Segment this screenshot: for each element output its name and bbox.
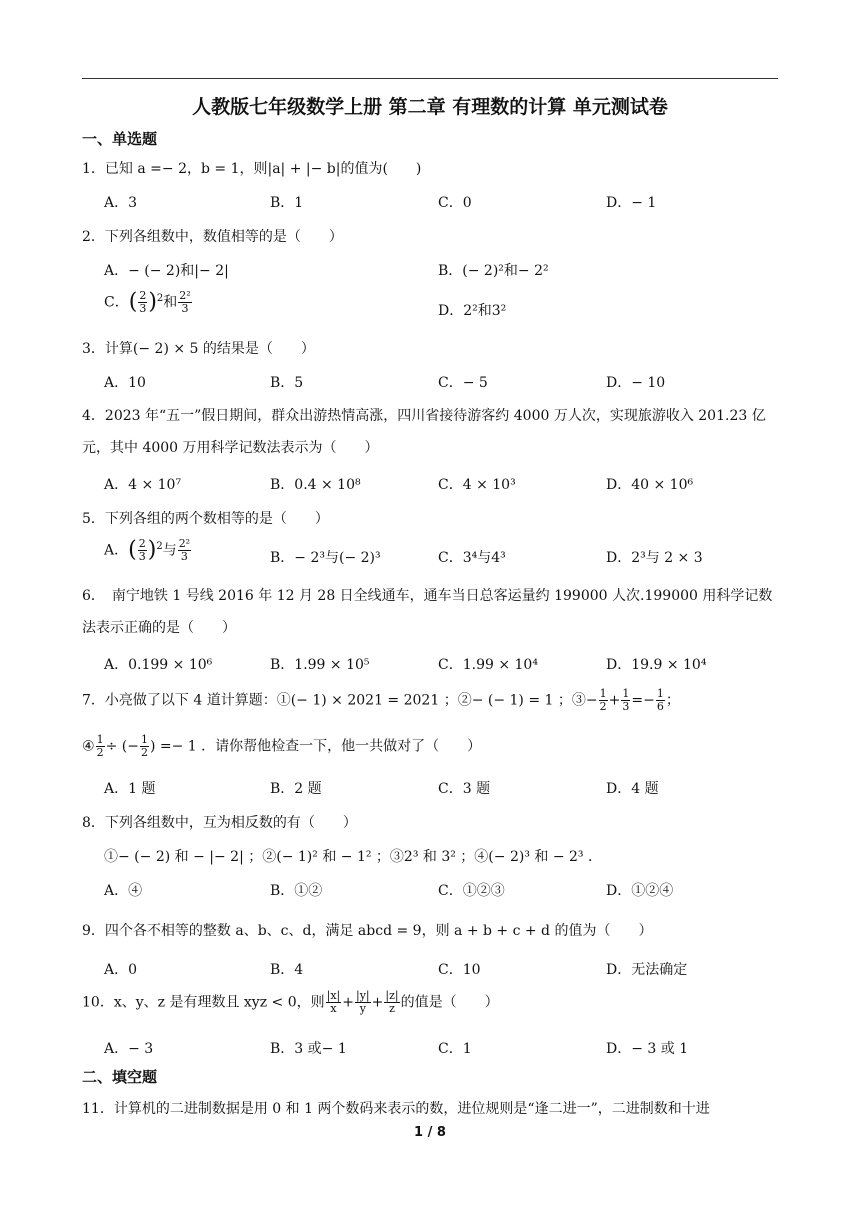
page-title: 人教版七年级数学上册 第二章 有理数的计算 单元测试卷 [192,96,668,118]
q6-option-d: D．19.9 × 10⁴ [606,657,707,673]
fraction [384,990,399,1015]
paren-open: ( [128,537,137,563]
q10-stem-text: 10．x、y、z 是有理数且 xyz < 0，则 [82,994,325,1011]
q8-sub-items: ①− (− 2) 和 − |− 2| ；②(− 1)² 和 − 1² ；③2³ 和 3² ；④(− 2)³ 和 − 2³ ． [104,849,602,865]
q2-option-c: C．( $\frac{2}{3}$ )$^2$和 $\frac{\text{2²}}{3}$ [104,289,191,315]
denominator: 2 [599,700,607,713]
page-number: 1 / 8 [414,1125,446,1140]
question-7-stem-line2 [82,734,481,759]
denominator: z [389,1002,395,1015]
q6-option-b: B．1.99 × 10⁵ [270,657,370,673]
paren-close: ) [148,289,157,315]
divide-expression: ÷ (− [105,738,139,755]
fraction [621,688,630,713]
section-single-choice: 一、单选题 [82,130,158,148]
fraction [140,734,149,759]
q3-option-a: A．10 [104,375,146,391]
numerator: 1 [622,687,630,700]
q8-option-d: D．①②④ [606,883,674,899]
numerator: 2² [179,289,191,302]
fraction [138,538,147,563]
denominator: 3 [139,302,147,315]
q9-option-b: B．4 [270,962,304,978]
q7-option-b: B．2 题 [270,781,322,797]
q7-stem-end: ； [665,692,680,709]
numerator: 2 [139,289,147,302]
q4-option-d: D．40 × 10⁶ [606,477,694,493]
question-3-stem: 3．计算(− 2) × 5 的结果是（ ） [82,341,315,357]
q7-option-a: A．1 题 [104,781,156,797]
q5-option-c: C．3⁴与4³ [438,550,506,566]
denominator: 3 [181,302,189,315]
q10-option-c: C．1 [438,1041,472,1057]
q10-option-d: D．− 3 或 1 [606,1041,689,1057]
plus-sign: + [371,994,384,1011]
question-2-stem: 2．下列各组数中，数值相等的是（ ） [82,229,343,245]
q4-option-a: A．4 × 10⁷ [104,477,182,493]
numerator: 2² [178,537,191,550]
q1-option-a: A．3 [104,195,138,211]
plus-sign: + [342,994,354,1011]
q4-option-b: B．0.4 × 10⁸ [270,477,361,493]
q9-option-c: C．10 [438,962,481,978]
question-11-stem: 11．计算机的二进制数据是用 0 和 1 两个数码来表示的数，进位规则是“逢二进一”，二进制数和十进 [82,1101,710,1117]
fraction [178,290,191,315]
numerator: |x| [326,989,341,1002]
question-7-stem-line1 [82,688,680,713]
q9-option-d: D．无法确定 [606,962,688,978]
q4-option-c: C．4 × 10³ [438,477,516,493]
q8-option-a: A．④ [104,883,143,899]
q3-option-b: B．5 [270,375,304,391]
fraction [96,734,105,759]
paren-open: ( [128,289,138,315]
q2-option-c-label: C． [104,294,129,311]
denominator: 2 [96,746,104,759]
q8-option-c: C．①②③ [438,883,505,899]
equals-sign: =− [631,692,655,709]
q5-option-a-label: A． [104,542,129,559]
fraction [656,688,665,713]
numerator: 2 [138,537,146,550]
q6-option-a: A．0.199 × 10⁶ [104,657,213,673]
denominator: 3 [138,550,146,563]
denominator: x [330,1002,337,1015]
numerator: |z| [385,989,399,1002]
q7-option-d: D．4 题 [606,781,659,797]
question-9-stem: 9．四个各不相等的整数 a、b、c、d，满足 abcd = 9，则 a + b + c + d 的值为（ ） [82,923,653,939]
numerator: 1 [599,687,607,700]
q8-option-b: B．①② [270,883,323,899]
q1-option-c: C．0 [438,195,472,211]
q10-option-b: B．3 或− 1 [270,1041,347,1057]
q10-option-a: A．− 3 [104,1041,154,1057]
q7-stem-text: 7．小亮做了以下 4 道计算题：①(− 1) × 2021 = 2021 ；②− (− 1) = 1 ；③− [82,692,598,709]
numerator: 1 [140,733,148,746]
plus-sign: + [608,692,621,709]
q2-option-d: D．2²和3² [438,303,507,319]
denominator: 3 [180,550,188,563]
paren-close: ) [147,537,157,563]
fraction [326,990,342,1015]
q5-option-a: A．( $\frac{2}{3}$ )$^2$与 $\frac{\text{2²}}{3}$ [104,537,191,563]
q2-option-c-mid: 和 [163,294,178,311]
q2-option-a: A．− (− 2)和|− 2| [104,263,229,279]
q2-option-b: B．(− 2)²和− 2² [438,263,549,279]
question-8-stem: 8．下列各组数中，互为相反数的有（ ） [82,815,357,831]
numerator: 1 [96,733,104,746]
q5-option-d: D．2³与 2 × 3 [606,550,703,566]
q1-option-b: B．1 [270,195,304,211]
denominator: 3 [622,700,630,713]
denominator: 2 [140,746,148,759]
q3-option-c: C．− 5 [438,375,488,391]
q10-stem-end: 的值是（ ） [400,994,499,1011]
q5-option-b: B．− 2³与(− 2)³ [270,550,381,566]
fraction [355,990,371,1015]
q7-option-c: C．3 题 [438,781,491,797]
question-10-stem [82,990,499,1015]
question-5-stem: 5．下列各组的两个数相等的是（ ） [82,511,329,527]
q1-option-d: D．− 1 [606,195,657,211]
q9-option-a: A．0 [104,962,138,978]
q5-option-a-mid: 与 [162,542,177,559]
fraction [178,538,191,563]
question-1-stem: 1．已知 a =− 2，b = 1，则|a| + |− b|的值为( ) [82,161,422,177]
q6-option-c: C．1.99 × 10⁴ [438,657,538,673]
numerator: |y| [355,989,370,1002]
q3-option-d: D．− 10 [606,375,666,391]
section-fill-in: 二、填空题 [82,1068,158,1086]
fraction [138,290,147,315]
q7-stem2-end: ) =− 1 ．请你帮他检查一下，他一共做对了（ ） [149,738,482,755]
numerator: 1 [656,687,664,700]
denominator: 6 [656,700,664,713]
fraction [599,688,608,713]
question-4-stem: 4．2023 年“五一”假日期间，群众出游热情高涨，四川省接待游客约 4000 万人次，实现旅游收入 201.23 亿元，其中 4000 万用科学记数法表示为（ ） [82,408,766,456]
denominator: y [359,1002,366,1015]
circled-number: ④ [82,738,95,755]
header-rule [82,78,778,79]
question-6-stem: 6． 南宁地铁 1 号线 2016 年 12 月 28 日全线通车，通车当日总客运量约 199000 人次.199000 用科学记数法表示正确的是（ ） [82,588,773,636]
